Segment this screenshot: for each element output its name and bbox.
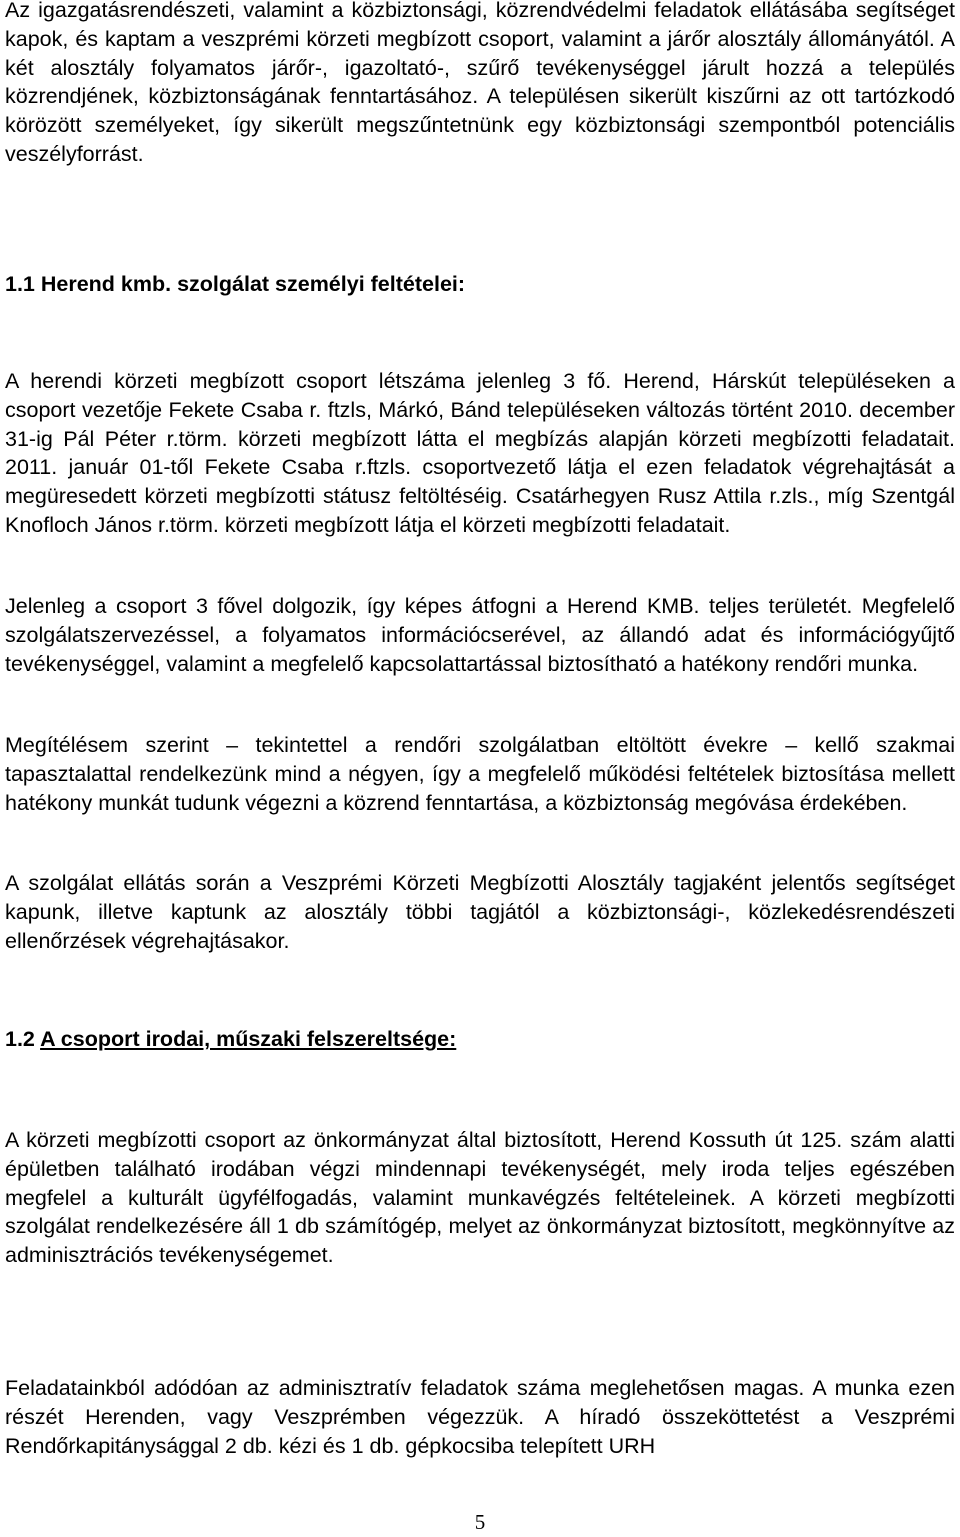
paragraph-support: A szolgálat ellátás során a Veszprémi Körzeti Megbízotti Alosztály tagjaként jelentős segítséget kapunk, illetve kaptunk az alosztály többi tagjától a közbiztonsági-, közlekedésrendészeti ellenőrzések végrehajtásakor. [5, 871, 955, 953]
paragraph-office: A körzeti megbízotti csoport az önkormányzat által biztosított, Herend Kossuth út 125. szám alatti épületben található irodában végzi mindennapi tevékenységét, mely iroda teljes egészében megfelel a kulturált ügyfélfogadás, valamint munkavégzés feltételeinek. A körzeti megbízotti szolgálat rendelkezésére áll 1 db számítógép, melyet az önkormányzat biztosított, megkönnyítve az adminisztrációs tevékenységemet. [5, 1128, 955, 1268]
paragraph-assessment: Megítélésem szerint – tekintettel a rendőri szolgálatban eltöltött évekre – kellő szakmai tapasztalattal rendelkezünk mind a négyen, így a megfelelő működési feltételek biztosítása mellett hatékony munkát tudunk végezni a közrend fenntartása, a közbiztonság megóvása érdekében. [5, 733, 955, 815]
section-heading-1-2-number: 1.2 [5, 1027, 41, 1051]
paragraph-staff: A herendi körzeti megbízott csoport létszáma jelenleg 3 fő. Herend, Hárskút településeken a csoport vezetője Fekete Csaba r. ftzls, Márkó, Bánd településeken változás történt 2010. december 31-ig Pál Péter r.törm. körzeti megbízott látta el megbízás alapján körzeti megbízotti feladatait. 2011. január 01-től Fekete Csaba r.ftzls. csoportvezető látja el ezen feladatok végrehajtását a megüresedett körzeti megbízotti státusz feltöltéséig. Csatárhegyen Rusz Attila r.zls., míg Szentgál Knofloch János r.törm. körzeti megbízott látja el körzeti megbízotti feladatait. [5, 369, 955, 537]
paragraph-admin: Feladatainkból adódóan az adminisztratív feladatok száma meglehetősen magas. A munka ezen részét Herenden, vagy Veszprémben végezzük. A híradó összeköttetést a Veszprémi Rendőrkapitánysággal 2 db. kézi és 1 db. gépkocsiba telepített URH [5, 1376, 955, 1458]
paragraph-intro: Az igazgatásrendészeti, valamint a közbiztonsági, közrendvédelmi feladatok ellátásába segítséget kapok, és kaptam a veszprémi körzeti megbízott csoport, valamint a járőr alosztály állományától. A két alosztály folyamatos járőr-, igazoltató-, szűrő tevékenységgel járult hozzá a település közrendjének, közbiztonságának fenntartásához. A településen sikerült kiszűrni az ott tartózkodó körözött személyeket, így sikerült megszűntetnünk egy közbiztonsági szempontból potenciális veszélyforrást. [5, 0, 955, 166]
section-heading-1-2-text: A csoport irodai, műszaki felszereltsége: [40, 1027, 457, 1051]
section-heading-1-2 [5, 1025, 955, 1053]
page-number: 5 [474, 1510, 486, 1534]
paragraph-coverage: Jelenleg a csoport 3 fővel dolgozik, így képes átfogni a Herend KMB. teljes területét. Megfelelő szolgálatszervezéssel, a folyamatos információcserével, az állandó adat és információgyűjtő tevékenységgel, valamint a megfelelő kapcsolattartással biztosítható a hatékony rendőri munka. [5, 594, 955, 676]
section-heading-1-1: 1.1 Herend kmb. szolgálat személyi feltételei: [5, 272, 466, 296]
